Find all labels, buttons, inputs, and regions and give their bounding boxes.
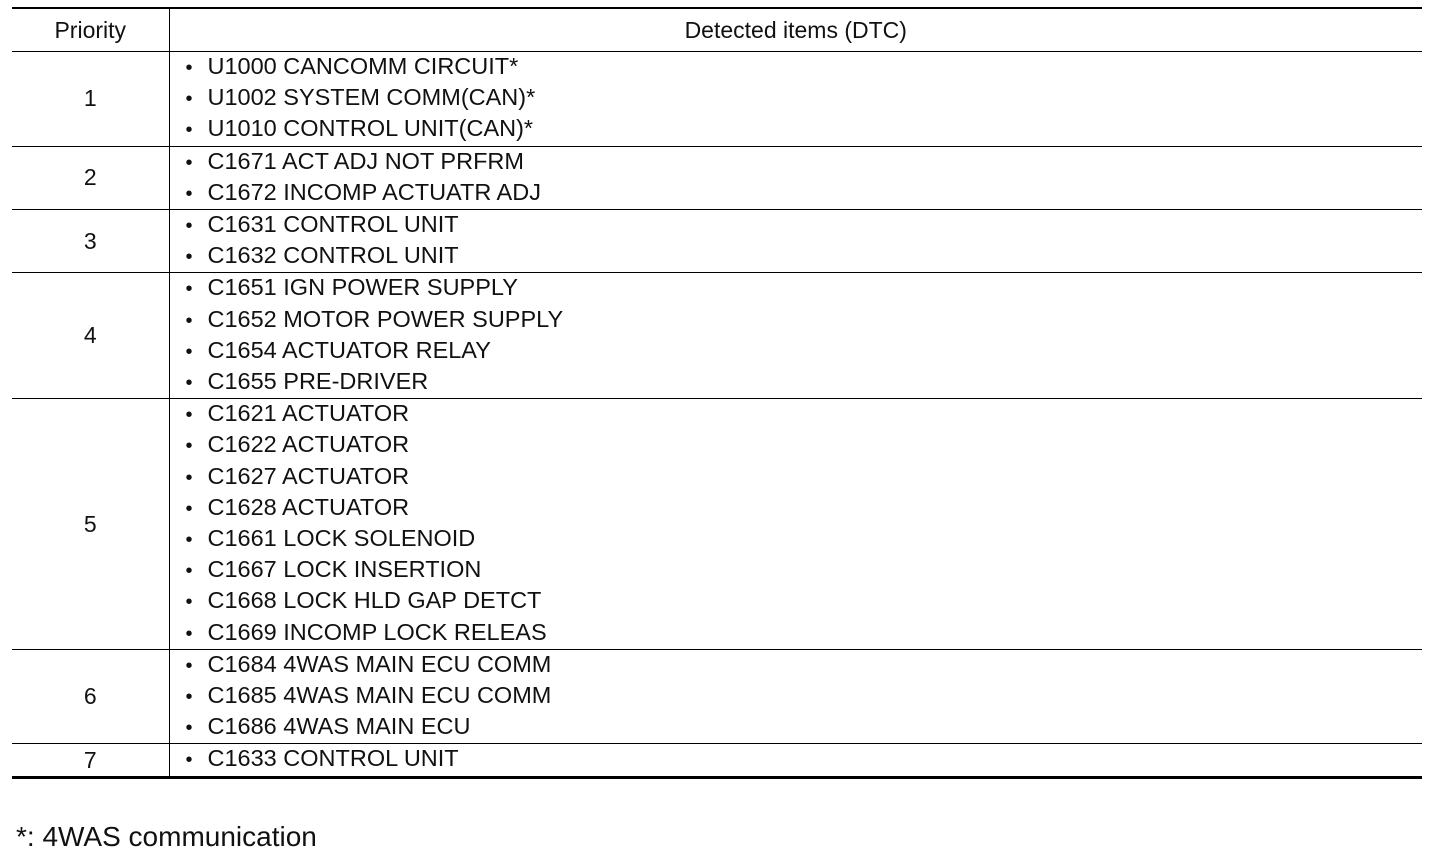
table-row [12,52,1422,147]
dtc-text: C1667 LOCK INSERTION [207,556,482,583]
dtc-list-item [186,524,1423,555]
dtc-text: C1652 MOTOR POWER SUPPLY [207,305,564,332]
dtc-list-item [186,241,1423,272]
priority-cell: 4 [12,273,169,399]
table-row [12,399,1422,650]
dtc-list-item [186,273,1423,304]
footnote: *: 4WAS communication [16,821,317,852]
dtc-text: C1686 4WAS MAIN ECU [207,713,471,740]
dtc-list [170,744,1423,775]
dtc-priority-table [12,7,1422,779]
table-row [12,273,1422,399]
dtc-list-item [186,336,1423,367]
dtc-list [170,52,1423,146]
dtc-text: C1627 ACTUATOR [207,462,410,489]
bullet-icon: • [185,466,193,489]
bullet-icon: • [185,151,193,174]
bullet-icon: • [185,278,193,301]
dtc-text: C1655 PRE-DRIVER [207,368,429,395]
detected-items-cell [169,273,1422,399]
dtc-list-item [186,681,1423,712]
bullet-icon: • [185,309,193,332]
dtc-text: C1632 CONTROL UNIT [207,242,459,269]
dtc-text: C1685 4WAS MAIN ECU COMM [207,682,552,709]
priority-cell: 2 [12,146,169,209]
priority-cell: 5 [12,399,169,650]
dtc-text: C1671 ACT ADJ NOT PRFRM [207,147,524,174]
priority-cell: 1 [12,52,169,147]
dtc-list [170,273,1423,398]
dtc-list [170,210,1423,272]
table-row [12,146,1422,209]
dtc-list-item [186,555,1423,586]
dtc-text: U1002 SYSTEM COMM(CAN)* [207,84,536,111]
dtc-text: C1668 LOCK HLD GAP DETCT [207,587,542,614]
dtc-list-item [186,114,1423,145]
priority-cell: 7 [12,744,169,777]
detected-items-cell [169,649,1422,744]
dtc-list-item [186,744,1423,775]
bullet-icon: • [185,686,193,709]
bullet-icon: • [185,529,193,552]
detected-items-cell [169,744,1422,777]
bullet-icon: • [185,497,193,520]
table-header [12,8,1422,52]
dtc-list-item [186,367,1423,398]
bullet-icon: • [185,372,193,395]
dtc-text: C1684 4WAS MAIN ECU COMM [207,650,552,677]
bullet-icon: • [185,717,193,740]
dtc-text: C1661 LOCK SOLENOID [207,525,476,552]
dtc-text: U1000 CANCOMM CIRCUIT* [207,53,519,79]
dtc-text: C1628 ACTUATOR [207,493,410,520]
detected-items-cell [169,210,1422,273]
detected-items-cell [169,52,1422,147]
bullet-icon: • [185,560,193,583]
dtc-list-item [186,586,1423,617]
bullet-icon: • [185,340,193,363]
dtc-list-item [186,52,1423,83]
bullet-icon: • [185,749,193,772]
header-row [12,8,1422,52]
dtc-text: C1621 ACTUATOR [207,400,410,427]
dtc-list [170,147,1423,209]
dtc-text: C1631 CONTROL UNIT [207,211,459,238]
detected-items-cell [169,146,1422,209]
bullet-icon: • [185,88,193,111]
bullet-icon: • [185,591,193,614]
dtc-text: C1633 CONTROL UNIT [207,745,459,772]
dtc-list [170,399,1423,649]
dtc-list-item [186,618,1423,649]
dtc-text: C1622 ACTUATOR [207,431,410,458]
bullet-icon: • [185,654,193,677]
dtc-list-item [186,430,1423,461]
dtc-list-item [186,305,1423,336]
dtc-list-item [186,399,1423,430]
dtc-text: C1654 ACTUATOR RELAY [207,336,491,363]
dtc-list-item [186,147,1423,178]
dtc-text: U1010 CONTROL UNIT(CAN)* [207,115,534,142]
bullet-icon: • [185,215,193,238]
priority-cell: 6 [12,649,169,744]
priority-column-header: Priority [12,8,169,52]
bullet-icon: • [185,435,193,458]
bullet-icon: • [185,119,193,142]
priority-cell: 3 [12,210,169,273]
bullet-icon: • [185,182,193,205]
bullet-icon: • [185,622,193,645]
table-row [12,210,1422,273]
dtc-list-item [186,650,1423,681]
dtc-list-item [186,462,1423,493]
detected-items-cell [169,399,1422,650]
table-row [12,649,1422,744]
bullet-icon: • [185,57,193,79]
dtc-text: C1669 INCOMP LOCK RELEAS [207,618,547,645]
dtc-text: C1672 INCOMP ACTUATR ADJ [207,178,541,205]
table-row [12,744,1422,777]
dtc-list-item [186,210,1423,241]
detected-items-column-header: Detected items (DTC) [169,8,1422,52]
table-body [12,52,1422,778]
dtc-list [170,650,1423,744]
dtc-list-item [186,493,1423,524]
dtc-list-item [186,83,1423,114]
dtc-list-item [186,712,1423,743]
bullet-icon: • [185,246,193,269]
bullet-icon: • [185,404,193,427]
dtc-text: C1651 IGN POWER SUPPLY [207,274,518,301]
dtc-list-item [186,178,1423,209]
